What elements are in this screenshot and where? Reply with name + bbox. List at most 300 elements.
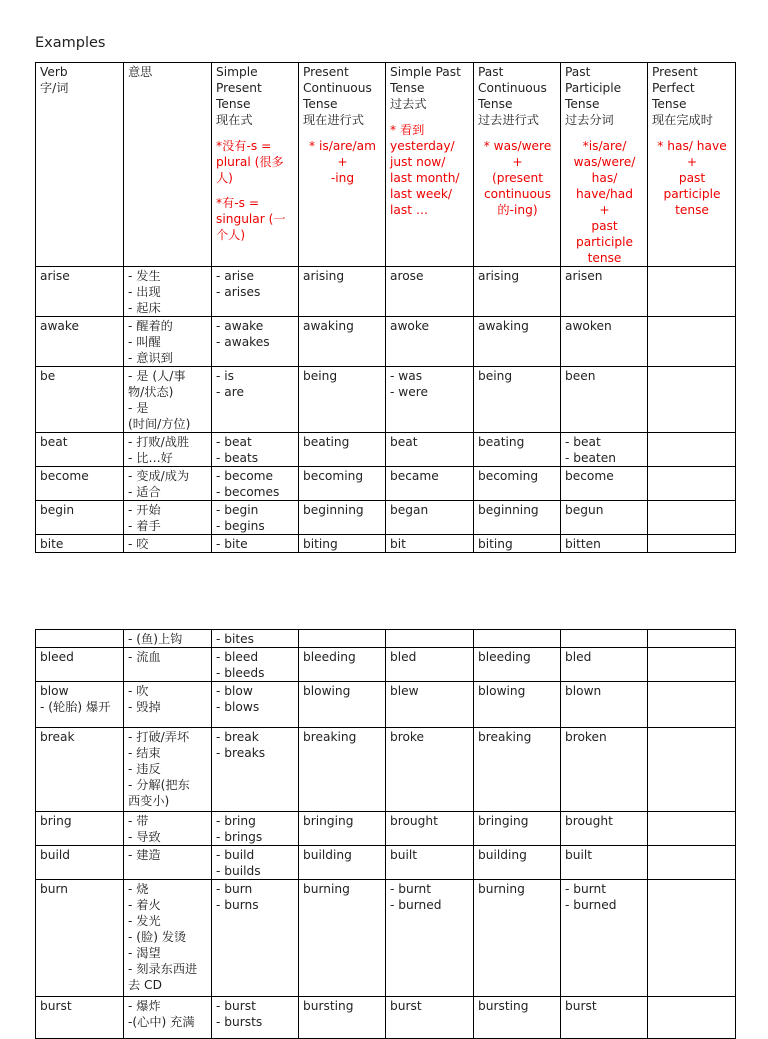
header-label: Present: [652, 65, 698, 79]
cell-text: broken: [565, 730, 607, 744]
cell-text: becoming: [478, 469, 539, 483]
cell-meaning: [124, 728, 212, 812]
header-note-line: +: [599, 203, 610, 217]
cell-meaning: [124, 535, 212, 553]
cell-text: - bursts: [216, 1015, 263, 1029]
cell-present-perfect: [648, 880, 736, 997]
cell-text: bleeding: [303, 650, 356, 664]
cell-simple-present: [212, 501, 299, 535]
header-note-line: +: [686, 155, 698, 169]
cell-text: - 分解(把东: [128, 778, 190, 792]
header-simple-past: [386, 63, 474, 267]
header-label: Tense: [652, 97, 687, 111]
cell-text: biting: [478, 537, 513, 551]
cell-meaning: [124, 501, 212, 535]
header-note: [390, 122, 470, 218]
cell-past-continuous: [474, 433, 561, 467]
cell-text: begin: [40, 503, 75, 517]
table-row: [36, 317, 736, 367]
cell-past-continuous: [474, 997, 561, 1039]
header-label: 意思: [128, 65, 153, 79]
cell-text: beginning: [303, 503, 364, 517]
cell-past-participle: [561, 682, 648, 728]
header-note-line: was/were/: [573, 155, 636, 169]
header-label: 过去式: [390, 97, 427, 111]
cell-text: become: [40, 469, 89, 483]
header-label: 字/词: [40, 81, 69, 95]
header-label: Participle: [565, 81, 622, 95]
cell-simple-present: [212, 535, 299, 553]
cell-simple-past: [386, 846, 474, 880]
cell-text: blow: [40, 684, 69, 698]
cell-text: bursting: [478, 999, 529, 1013]
cell-text: - break: [216, 730, 259, 744]
header-label: Tense: [303, 97, 338, 111]
cell-text: burst: [565, 999, 597, 1013]
cell-text: become: [565, 469, 614, 483]
cell-past-continuous: [474, 812, 561, 846]
cell-present-continuous: [299, 997, 386, 1039]
cell-text: - 是 (人/事: [128, 369, 186, 383]
cell-text: awaking: [303, 319, 354, 333]
cell-present-continuous: [299, 367, 386, 433]
cell-text: - (脸) 发烫: [128, 930, 187, 944]
header-note-line: *有-s =: [216, 196, 260, 210]
cell-text: - 毁掉: [128, 700, 161, 714]
header-note-line: past: [591, 219, 618, 233]
cell-text: - 爆炸: [128, 999, 161, 1013]
table-row: [36, 997, 736, 1039]
header-note-line: 的-ing): [497, 203, 538, 217]
cell-text: building: [478, 848, 527, 862]
cell-verb: [36, 501, 124, 535]
cell-text: - (鱼)上钩: [128, 632, 183, 646]
cell-simple-present: [212, 846, 299, 880]
cell-simple-past: [386, 467, 474, 501]
table-row: [36, 467, 736, 501]
cell-verb: [36, 648, 124, 682]
cell-past-continuous: [474, 535, 561, 553]
header-note-line: participle: [575, 235, 634, 249]
header-note-line: yesterday/: [390, 139, 455, 153]
header-note-line: *is/are/: [582, 139, 627, 153]
cell-present-perfect: [648, 648, 736, 682]
cell-simple-present: [212, 317, 299, 367]
header-label: Tense: [390, 81, 425, 95]
cell-text: - 开始: [128, 503, 161, 517]
cell-text: - burned: [565, 898, 617, 912]
cell-meaning: [124, 433, 212, 467]
cell-text: - 违反: [128, 762, 161, 776]
cell-text: - 建造: [128, 848, 161, 862]
cell-verb: [36, 682, 124, 728]
cell-text: bringing: [303, 814, 354, 828]
header-note-line: tense: [587, 251, 622, 265]
cell-text: blowing: [303, 684, 351, 698]
cell-text: burning: [478, 882, 525, 896]
cell-text: brought: [390, 814, 438, 828]
cell-present-perfect: [648, 267, 736, 317]
cell-simple-past: [386, 367, 474, 433]
cell-text: - was: [390, 369, 423, 383]
cell-verb: [36, 433, 124, 467]
cell-present-continuous: [299, 846, 386, 880]
table-row: [36, 648, 736, 682]
cell-meaning: [124, 467, 212, 501]
cell-text: - arise: [216, 269, 254, 283]
header-label: Tense: [565, 97, 600, 111]
cell-text: bleed: [40, 650, 74, 664]
cell-text: - build: [216, 848, 255, 862]
header-past-continuous: [474, 63, 561, 267]
cell-present-continuous: [299, 433, 386, 467]
header-note: [478, 138, 557, 218]
cell-past-participle: [561, 433, 648, 467]
table-row: [36, 433, 736, 467]
header-verb: [36, 63, 124, 267]
cell-present-perfect: [648, 846, 736, 880]
cell-simple-present: [212, 630, 299, 648]
cell-past-participle: [561, 846, 648, 880]
cell-text: - 比…好: [128, 451, 173, 465]
cell-text: - 发生: [128, 269, 161, 283]
table-row: [36, 367, 736, 433]
cell-text: beating: [478, 435, 525, 449]
cell-text: - beat: [216, 435, 252, 449]
header-label: Continuous: [478, 81, 547, 95]
cell-text: blown: [565, 684, 602, 698]
cell-text: 西变小): [128, 794, 170, 808]
cell-present-continuous: [299, 317, 386, 367]
cell-simple-past: [386, 648, 474, 682]
cell-text: - blow: [216, 684, 253, 698]
cell-text: - bring: [216, 814, 256, 828]
cell-text: bleeding: [478, 650, 531, 664]
header-label: 现在进行式: [303, 113, 364, 127]
header-label: Tense: [478, 97, 513, 111]
cell-text: - burned: [390, 898, 442, 912]
cell-simple-past: [386, 535, 474, 553]
cell-text: 去 CD: [128, 978, 162, 992]
cell-text: - 渴望: [128, 946, 161, 960]
cell-text: break: [40, 730, 75, 744]
cell-text: bursting: [303, 999, 354, 1013]
cell-text: - 意识到: [128, 351, 173, 365]
header-label: Continuous: [303, 81, 372, 95]
cell-present-perfect: [648, 367, 736, 433]
cell-text: awoke: [390, 319, 430, 333]
cell-simple-present: [212, 812, 299, 846]
cell-text: arising: [478, 269, 520, 283]
cell-text: broke: [390, 730, 425, 744]
cell-past-continuous: [474, 648, 561, 682]
cell-text: burst: [40, 999, 72, 1013]
cell-past-participle: [561, 467, 648, 501]
cell-text: build: [40, 848, 70, 862]
cell-simple-present: [212, 467, 299, 501]
cell-text: bitten: [565, 537, 601, 551]
cell-simple-present: [212, 267, 299, 317]
cell-past-continuous: [474, 367, 561, 433]
cell-text: began: [390, 503, 429, 517]
header-label: Past: [478, 65, 504, 79]
header-note-line: plural (很多: [216, 155, 284, 169]
cell-meaning: [124, 367, 212, 433]
header-note-line: 个人): [216, 228, 246, 242]
header-note-line: +: [337, 155, 348, 169]
header-note-line: have/had: [576, 187, 633, 201]
cell-text: -(心中) 充满: [128, 1015, 195, 1029]
cell-simple-present: [212, 728, 299, 812]
table-row: [36, 630, 736, 648]
cell-present-perfect: [648, 501, 736, 535]
verb-table-top: [35, 62, 736, 553]
cell-text: bled: [565, 650, 592, 664]
cell-verb: [36, 812, 124, 846]
cell-text: awoken: [565, 319, 612, 333]
cell-meaning: [124, 682, 212, 728]
header-note-line: last …: [390, 203, 429, 217]
cell-text: - 烧: [128, 882, 149, 896]
cell-text: arisen: [565, 269, 603, 283]
cell-past-continuous: [474, 467, 561, 501]
cell-past-participle: [561, 880, 648, 997]
cell-meaning: [124, 630, 212, 648]
cell-text: - 刻录东西进: [128, 962, 198, 976]
cell-text: bringing: [478, 814, 529, 828]
cell-text: - awake: [216, 319, 264, 333]
header-note-line: [216, 186, 295, 195]
header-note-line: -ing: [330, 171, 355, 185]
cell-text: - 是: [128, 401, 149, 415]
cell-present-perfect: [648, 433, 736, 467]
cell-text: - blows: [216, 700, 260, 714]
cell-verb: [36, 367, 124, 433]
cell-meaning: [124, 317, 212, 367]
cell-present-perfect: [648, 997, 736, 1039]
table-row: [36, 682, 736, 728]
cell-present-continuous: [299, 812, 386, 846]
cell-past-participle: [561, 317, 648, 367]
cell-present-continuous: [299, 467, 386, 501]
cell-text: arising: [303, 269, 345, 283]
header-note: [303, 138, 382, 186]
header-label: Past: [565, 65, 591, 79]
cell-simple-present: [212, 997, 299, 1039]
cell-present-continuous: [299, 535, 386, 553]
cell-simple-past: [386, 997, 474, 1039]
header-past-participle: [561, 63, 648, 267]
cell-text: - (轮胎) 爆开: [40, 700, 111, 714]
cell-text: - 叫醒: [128, 335, 161, 349]
cell-past-participle: [561, 812, 648, 846]
cell-text: - 吹: [128, 684, 149, 698]
cell-text: - beats: [216, 451, 259, 465]
cell-past-continuous: [474, 682, 561, 728]
cell-verb: [36, 728, 124, 812]
cell-text: - 适合: [128, 485, 161, 499]
header-present-continuous: [299, 63, 386, 267]
cell-past-continuous: [474, 317, 561, 367]
cell-past-continuous: [474, 880, 561, 997]
header-note-line: * was/were: [483, 139, 552, 153]
cell-text: - 打破/弄坏: [128, 730, 190, 744]
cell-text: awake: [40, 319, 80, 333]
cell-past-continuous: [474, 728, 561, 812]
cell-meaning: [124, 267, 212, 317]
cell-text: bring: [40, 814, 72, 828]
cell-text: been: [565, 369, 596, 383]
cell-verb: [36, 846, 124, 880]
header-note-line: *没有-s =: [216, 139, 272, 153]
header-row: [36, 63, 736, 267]
header-label: 现在完成时: [652, 113, 713, 127]
cell-present-perfect: [648, 630, 736, 648]
cell-text: - burst: [216, 999, 256, 1013]
cell-text: - bleeds: [216, 666, 265, 680]
header-simple-present: [212, 63, 299, 267]
cell-verb: [36, 317, 124, 367]
cell-simple-past: [386, 880, 474, 997]
header-note-line: has/: [591, 171, 618, 185]
cell-text: breaking: [303, 730, 357, 744]
header-note-line: (present: [491, 171, 544, 185]
cell-verb: [36, 267, 124, 317]
table-row: [36, 267, 736, 317]
header-label: Present: [216, 81, 262, 95]
cell-simple-past: [386, 728, 474, 812]
cell-text: 物/状态): [128, 385, 174, 399]
cell-text: beat: [40, 435, 68, 449]
cell-present-continuous: [299, 630, 386, 648]
header-label: Simple Past: [390, 65, 461, 79]
cell-text: burn: [40, 882, 68, 896]
cell-meaning: [124, 648, 212, 682]
header-note-line: singular (一: [216, 212, 286, 226]
cell-text: - burns: [216, 898, 259, 912]
cell-past-participle: [561, 648, 648, 682]
cell-past-participle: [561, 997, 648, 1039]
cell-text: - beaten: [565, 451, 616, 465]
cell-text: becoming: [303, 469, 364, 483]
cell-text: burning: [303, 882, 350, 896]
cell-text: - 导致: [128, 830, 161, 844]
cell-past-participle: [561, 501, 648, 535]
cell-present-continuous: [299, 880, 386, 997]
cell-text: - 出现: [128, 285, 161, 299]
header-label: Perfect: [652, 81, 695, 95]
cell-present-perfect: [648, 467, 736, 501]
cell-text: - awakes: [216, 335, 270, 349]
cell-past-participle: [561, 728, 648, 812]
cell-past-participle: [561, 630, 648, 648]
cell-simple-past: [386, 812, 474, 846]
header-label: Present: [303, 65, 349, 79]
cell-text: - 结束: [128, 746, 161, 760]
cell-text: being: [303, 369, 338, 383]
cell-text: - bleed: [216, 650, 259, 664]
cell-text: be: [40, 369, 56, 383]
cell-text: - were: [390, 385, 428, 399]
cell-text: - 着手: [128, 519, 161, 533]
cell-text: (时间/方位): [128, 417, 191, 431]
header-note-line: +: [512, 155, 523, 169]
cell-text: - 打败/战胜: [128, 435, 190, 449]
cell-meaning: [124, 997, 212, 1039]
cell-past-participle: [561, 267, 648, 317]
cell-text: - is: [216, 369, 235, 383]
header-note-line: last week/: [390, 187, 452, 201]
table-row: [36, 812, 736, 846]
cell-simple-present: [212, 682, 299, 728]
header-note-line: participle: [663, 187, 721, 201]
header-note: [565, 138, 644, 266]
cell-text: begun: [565, 503, 604, 517]
cell-text: breaking: [478, 730, 532, 744]
header-note-line: * has/ have: [657, 139, 727, 153]
cell-text: burst: [390, 999, 422, 1013]
cell-text: - 流血: [128, 650, 161, 664]
cell-meaning: [124, 880, 212, 997]
cell-verb: [36, 997, 124, 1039]
cell-text: - builds: [216, 864, 261, 878]
cell-meaning: [124, 812, 212, 846]
table-row: [36, 501, 736, 535]
cell-text: biting: [303, 537, 338, 551]
cell-present-perfect: [648, 682, 736, 728]
cell-simple-past: [386, 433, 474, 467]
cell-present-continuous: [299, 267, 386, 317]
cell-text: bit: [390, 537, 406, 551]
cell-simple-past: [386, 501, 474, 535]
cell-text: - begin: [216, 503, 259, 517]
cell-text: - 起床: [128, 301, 161, 315]
cell-simple-present: [212, 367, 299, 433]
cell-text: - 着火: [128, 898, 161, 912]
cell-text: arose: [390, 269, 424, 283]
cell-text: blew: [390, 684, 419, 698]
header-note-line: continuous: [483, 187, 552, 201]
cell-text: - 变成/成为: [128, 469, 190, 483]
cell-present-continuous: [299, 648, 386, 682]
header-note-line: last month/: [390, 171, 460, 185]
page-title: Examples: [35, 35, 106, 51]
header-label: Simple: [216, 65, 258, 79]
header-meaning: [124, 63, 212, 267]
cell-present-perfect: [648, 728, 736, 812]
header-label: 过去分词: [565, 113, 614, 127]
cell-text: - breaks: [216, 746, 266, 760]
header-label: Tense: [216, 97, 251, 111]
cell-present-perfect: [648, 317, 736, 367]
cell-text: - arises: [216, 285, 261, 299]
cell-text: built: [565, 848, 593, 862]
cell-past-continuous: [474, 501, 561, 535]
cell-text: - bite: [216, 537, 248, 551]
cell-text: - become: [216, 469, 274, 483]
cell-simple-present: [212, 880, 299, 997]
cell-text: bled: [390, 650, 417, 664]
cell-simple-past: [386, 317, 474, 367]
cell-text: - burn: [216, 882, 253, 896]
cell-past-continuous: [474, 267, 561, 317]
cell-text: - 带: [128, 814, 149, 828]
cell-text: blowing: [478, 684, 526, 698]
cell-simple-present: [212, 433, 299, 467]
cell-verb: [36, 467, 124, 501]
cell-present-continuous: [299, 682, 386, 728]
cell-text: brought: [565, 814, 613, 828]
